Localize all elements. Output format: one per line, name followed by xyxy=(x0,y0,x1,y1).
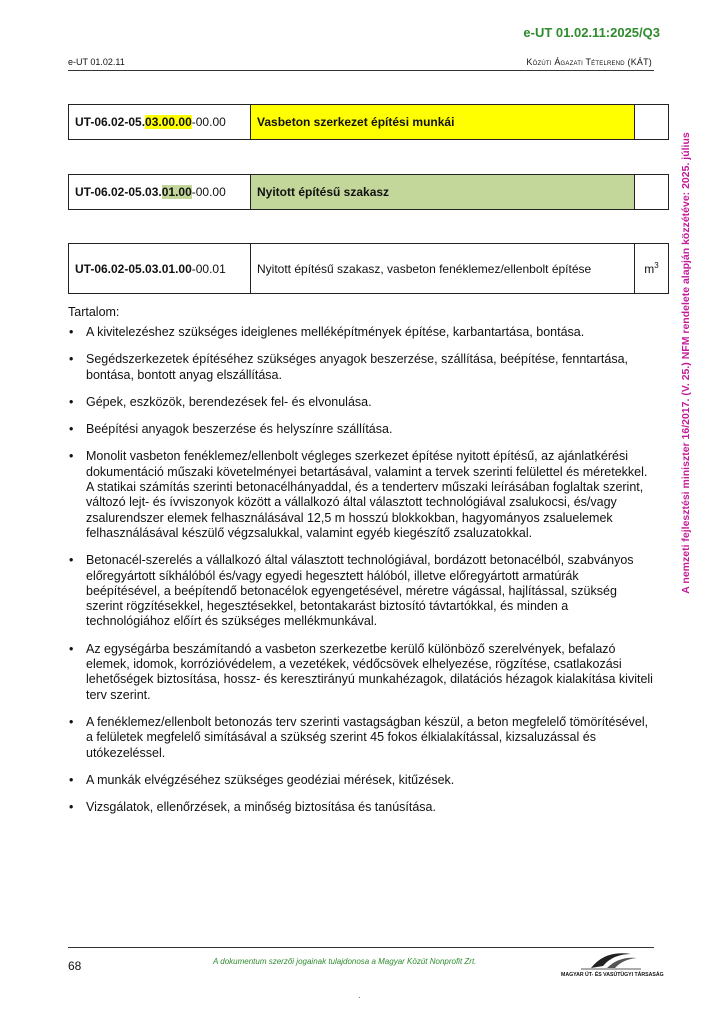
code-highlight: 01.00 xyxy=(161,185,192,199)
list-item: • Az egységárba beszámítandó a vasbeton szerkezetbe kerülő különböző szerelvények, befalazó elemek, idomok, korrózióvédelem, a vezetékek, védőcsövek elhelyezése, rögzítése, csatlakozási lehetőségek biztosítása, hossz- és keresztirányú munkahézagok, dilatációs hézagok kialakítása kiviteli terv szerint. xyxy=(68,642,654,703)
item-code: UT-06.02-05.03.01.00-00.01 xyxy=(69,244,251,294)
page-number: 68 xyxy=(68,959,82,973)
list-item: • Gépek, eszközök, berendezések fel- és elvonulása. xyxy=(68,395,654,410)
logo-text: MAGYAR ÚT- ÉS VASÚTÜGYI TÁRSASÁG xyxy=(561,972,664,978)
item-code-row-level3 xyxy=(68,243,669,294)
list-item: • Segédszerkezetek építéséhez szükséges anyagok beszerzése, szállítása, beépítése, fenntartása, bontása, bontott anyag elszállítása. xyxy=(68,352,654,383)
item-code-row-level1 xyxy=(68,104,669,140)
item-code: UT-06.02-05.03.01.00-00.00 xyxy=(69,175,251,210)
item-code: UT-06.02-05.03.00.00-00.00 xyxy=(69,105,251,140)
company-logo xyxy=(561,948,664,978)
side-note-text: A nemzeti fejlesztési miniszter 16/2017. (V. 25.) NFM rendelete alapján közzétéve: 2025. július xyxy=(680,132,692,594)
content-title: Tartalom: xyxy=(68,305,120,319)
copyright-notice: A dokumentum szerzői jogainak tulajdonosa a Magyar Közút Nonprofit Zrt. xyxy=(213,957,477,966)
list-item: • A fenéklemez/ellenbolt betonozás terv szerinti vastagságban készül, a beton megfelelő tömörítésével, a felületek megfelelő simításával a szükség szerint 45 fokos élkialakítással, kizsaluzással és utókezeléssel. xyxy=(68,715,654,761)
item-description: Vasbeton szerkezet építési munkái xyxy=(251,105,635,140)
header-right-title: Közúti Ágazati Tételrend (KÁT) xyxy=(526,57,652,67)
list-item: • Monolit vasbeton fenéklemez/ellenbolt végleges szerkezet építése nyitott építésű, az ajánlatkérési dokumentáció műszaki követelményei betartásával, valamint a tervek szerinti felülettel és méretekkel. A statikai számítás szerinti betonacélhányaddal, és a tenderterv műszaki leírásában foglaltak szerint, változó lejt- és ívviszonyok között a vállalkozó által választott technológiával zsalukocsi, és/vagy zsalurendszer elemek felhasználásával 12,5 m hosszú blokkokban, hagyományos zsaluelemek felhasználásával készülő végzsalukkal, valamint egyéb kiegészítő zsaluzatokkal. xyxy=(68,449,654,541)
logo-swoosh-icon xyxy=(561,948,657,972)
item-description: Nyitott építésű szakasz, vasbeton fenéklemez/ellenbolt építése xyxy=(251,244,635,294)
item-unit xyxy=(635,175,669,210)
item-description: Nyitott építésű szakasz xyxy=(251,175,635,210)
list-item: • Vizsgálatok, ellenőrzések, a minőség biztosítása és tanúsítása. xyxy=(68,800,654,815)
item-unit: $m^3$ xyxy=(635,244,669,294)
list-item: • A kivitelezéshez szükséges ideiglenes melléképítmények építése, karbantartása, bontása. xyxy=(68,325,654,340)
list-item: • Betonacél-szerelés a vállalkozó által választott technológiával, bordázott betonacélból, szabványos előregyártott síkhálóból és/vagy egyedi hegesztett hálóból, illetve előregyártott armatúrák beépítésével, a beépítendő betonacélok egyengetésével, méretre vágással, hajlítással, szükség szerint rögzítésekkel, hegesztésekkel, betontakarást biztosító távtartókkal, és minden a technológiához előírt és szükséges mellékmunkával. xyxy=(68,553,654,629)
document-code: e-UT 01.02.11:2025/Q3 xyxy=(523,25,660,40)
header-left-code: e-UT 01.02.11 xyxy=(68,57,125,67)
list-item: • Beépítési anyagok beszerzése és helyszínre szállítása. xyxy=(68,422,654,437)
header-divider xyxy=(68,70,654,71)
publication-side-note xyxy=(676,96,696,630)
code-highlight: 03.00.00 xyxy=(145,115,192,129)
item-unit xyxy=(635,105,669,140)
item-code-row-level2 xyxy=(68,174,669,210)
list-item: • A munkák elvégzéséhez szükséges geodéziai mérések, kitűzések. xyxy=(68,773,654,788)
page-mark: . xyxy=(358,990,361,1001)
content-list xyxy=(68,325,654,827)
